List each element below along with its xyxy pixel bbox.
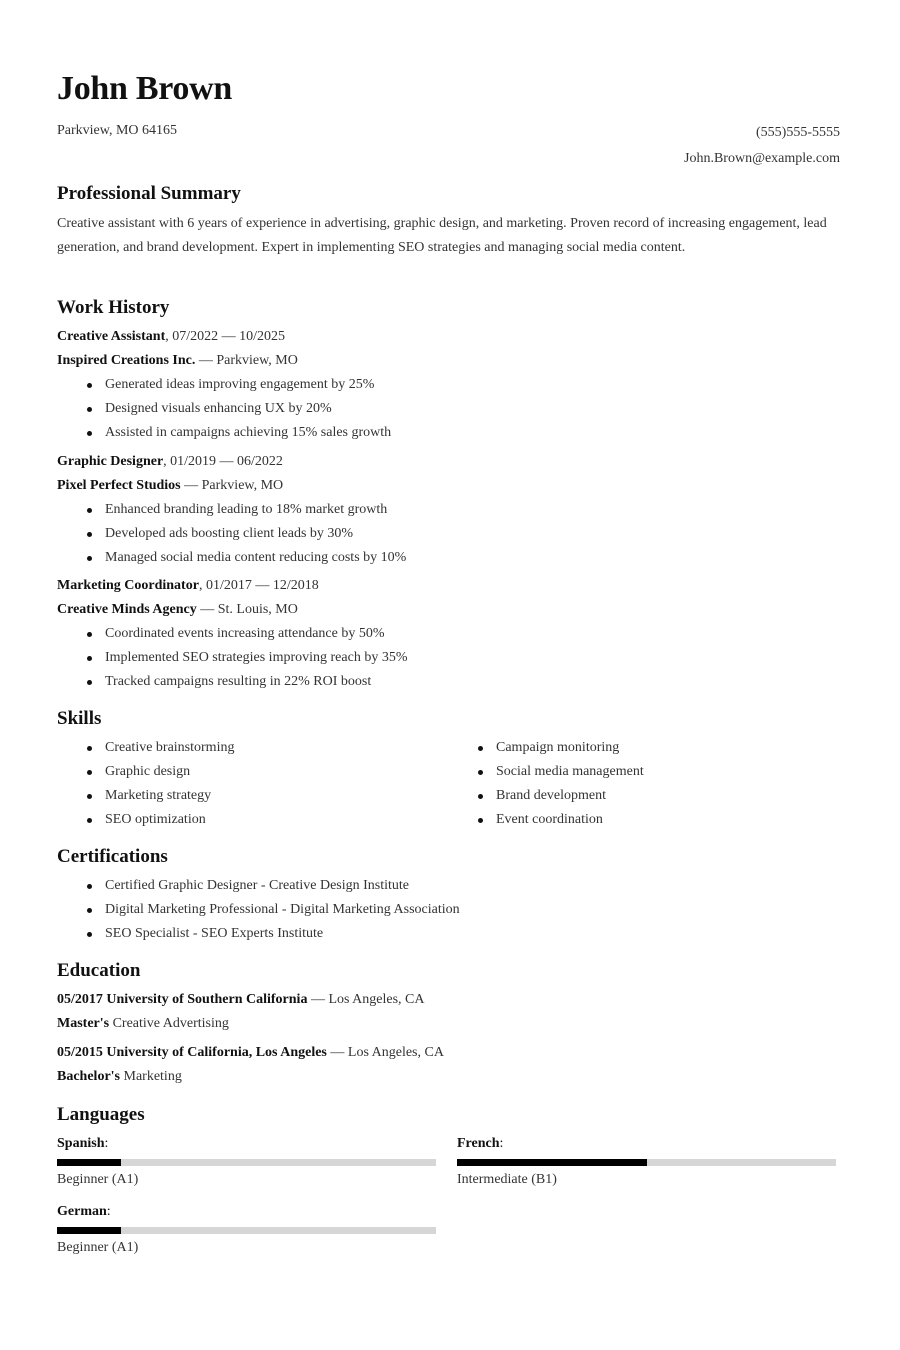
bullet-icon [87,770,92,775]
list-item: Implemented SEO strategies improving reach by 35% [87,646,407,670]
job-role: Marketing Coordinator [57,578,199,593]
education-degree-line [57,1069,182,1085]
language-name: French: [457,1136,504,1151]
education-field: Marketing [120,1069,182,1084]
job-company-line [57,478,283,494]
bullet-icon [87,908,92,913]
education-degree: Master's [57,1016,110,1031]
language-proficiency-bar [457,1159,836,1166]
job-role: Creative Assistant [57,329,166,344]
job-location: — Parkview, MO [195,353,298,368]
list-item: Developed ads boosting client leads by 30% [87,522,406,546]
job-dates: , 01/2019 — 06/2022 [163,454,283,469]
list-item: Tracked campaigns resulting in 22% ROI boost [87,670,407,694]
job-dates: , 01/2017 — 12/2018 [198,578,319,593]
bullet-icon [87,632,92,637]
bullet-icon [87,407,92,412]
certifications-list [87,874,460,946]
education-school-line [57,1045,444,1061]
languages-heading: Languages [57,1104,145,1125]
bullet-icon [87,818,92,823]
list-item: Marketing strategy [87,784,234,808]
list-item: SEO optimization [87,808,234,832]
language-proficiency-bar [57,1227,436,1234]
job-bullets [87,498,406,570]
bullet-icon [87,656,92,661]
bullet-icon [87,746,92,751]
language-proficiency-bar [57,1159,436,1166]
list-item: Certified Graphic Designer - Creative Design Institute [87,874,460,898]
list-item: Brand development [478,784,644,808]
list-item: Managed social media content reducing costs by 10% [87,546,406,570]
job-company: Pixel Perfect Studios [57,478,181,493]
education-field: Creative Advertising [109,1016,229,1031]
skills-heading: Skills [57,708,102,729]
bullet-icon [478,746,483,751]
list-item: Coordinated events increasing attendance by 50% [87,622,407,646]
list-item: Enhanced branding leading to 18% market growth [87,498,406,522]
bullet-icon [87,431,92,436]
bullet-icon [87,556,92,561]
education-degree-line [57,1016,229,1032]
language-proficiency-fill [57,1227,121,1234]
job-title-line [57,578,319,594]
bullet-icon [478,770,483,775]
bullet-icon [87,680,92,685]
skills-right-list [478,736,644,832]
language-level: Intermediate (B1) [457,1172,557,1187]
bullet-icon [87,508,92,513]
list-item: SEO Specialist - SEO Experts Institute [87,922,460,946]
job-location: — St. Louis, MO [196,602,298,617]
job-location: — Parkview, MO [180,478,284,493]
bullet-icon [87,884,92,889]
list-item: Generated ideas improving engagement by 25% [87,373,391,397]
education-heading: Education [57,960,141,981]
candidate-name: John Brown [57,70,232,107]
education-school: 05/2015 University of California, Los Angeles [57,1045,327,1060]
work-history-heading: Work History [57,297,170,318]
job-company-line [57,353,298,369]
education-location: — Los Angeles, CA [326,1045,444,1060]
education-degree: Bachelor's [57,1069,120,1084]
language-proficiency-fill [457,1159,647,1166]
job-bullets [87,622,407,694]
education-school: 05/2017 University of Southern California [57,992,308,1007]
skills-left-list [87,736,234,832]
job-company-line [57,602,298,618]
email: John.Brown@example.com [684,151,840,166]
job-bullets [87,373,391,445]
job-dates: , 07/2022 — 10/2025 [165,329,286,344]
language-level: Beginner (A1) [57,1240,139,1255]
education-school-line [57,992,425,1008]
list-item: Social media management [478,760,644,784]
list-item: Designed visuals enhancing UX by 20% [87,397,391,421]
language-name: Spanish: [57,1136,109,1151]
job-company: Inspired Creations Inc. [57,353,196,368]
list-item: Assisted in campaigns achieving 15% sales growth [87,421,391,445]
bullet-icon [87,532,92,537]
bullet-icon [87,383,92,388]
certifications-heading: Certifications [57,846,168,867]
list-item: Creative brainstorming [87,736,234,760]
list-item: Digital Marketing Professional - Digital Marketing Association [87,898,460,922]
job-role: Graphic Designer [57,454,164,469]
summary-heading: Professional Summary [57,183,241,204]
list-item: Event coordination [478,808,644,832]
job-company: Creative Minds Agency [57,602,197,617]
language-proficiency-fill [57,1159,121,1166]
contact-block [684,120,840,172]
education-location: — Los Angeles, CA [307,992,425,1007]
list-item: Graphic design [87,760,234,784]
language-name: German: [57,1204,111,1219]
address: Parkview, MO 64165 [57,123,178,138]
bullet-icon [87,794,92,799]
list-item: Campaign monitoring [478,736,644,760]
job-title-line [57,329,285,345]
bullet-icon [478,818,483,823]
job-title-line [57,454,283,470]
summary-text: Creative assistant with 6 years of experience in advertising, graphic design, and marketing. Proven record of increasing engagement, lead generation, and brand development. Expert in implementing SEO strategies and managing social media content. [57,216,827,255]
bullet-icon [478,794,483,799]
phone: (555)555-5555 [756,125,840,140]
bullet-icon [87,932,92,937]
language-level: Beginner (A1) [57,1172,139,1187]
